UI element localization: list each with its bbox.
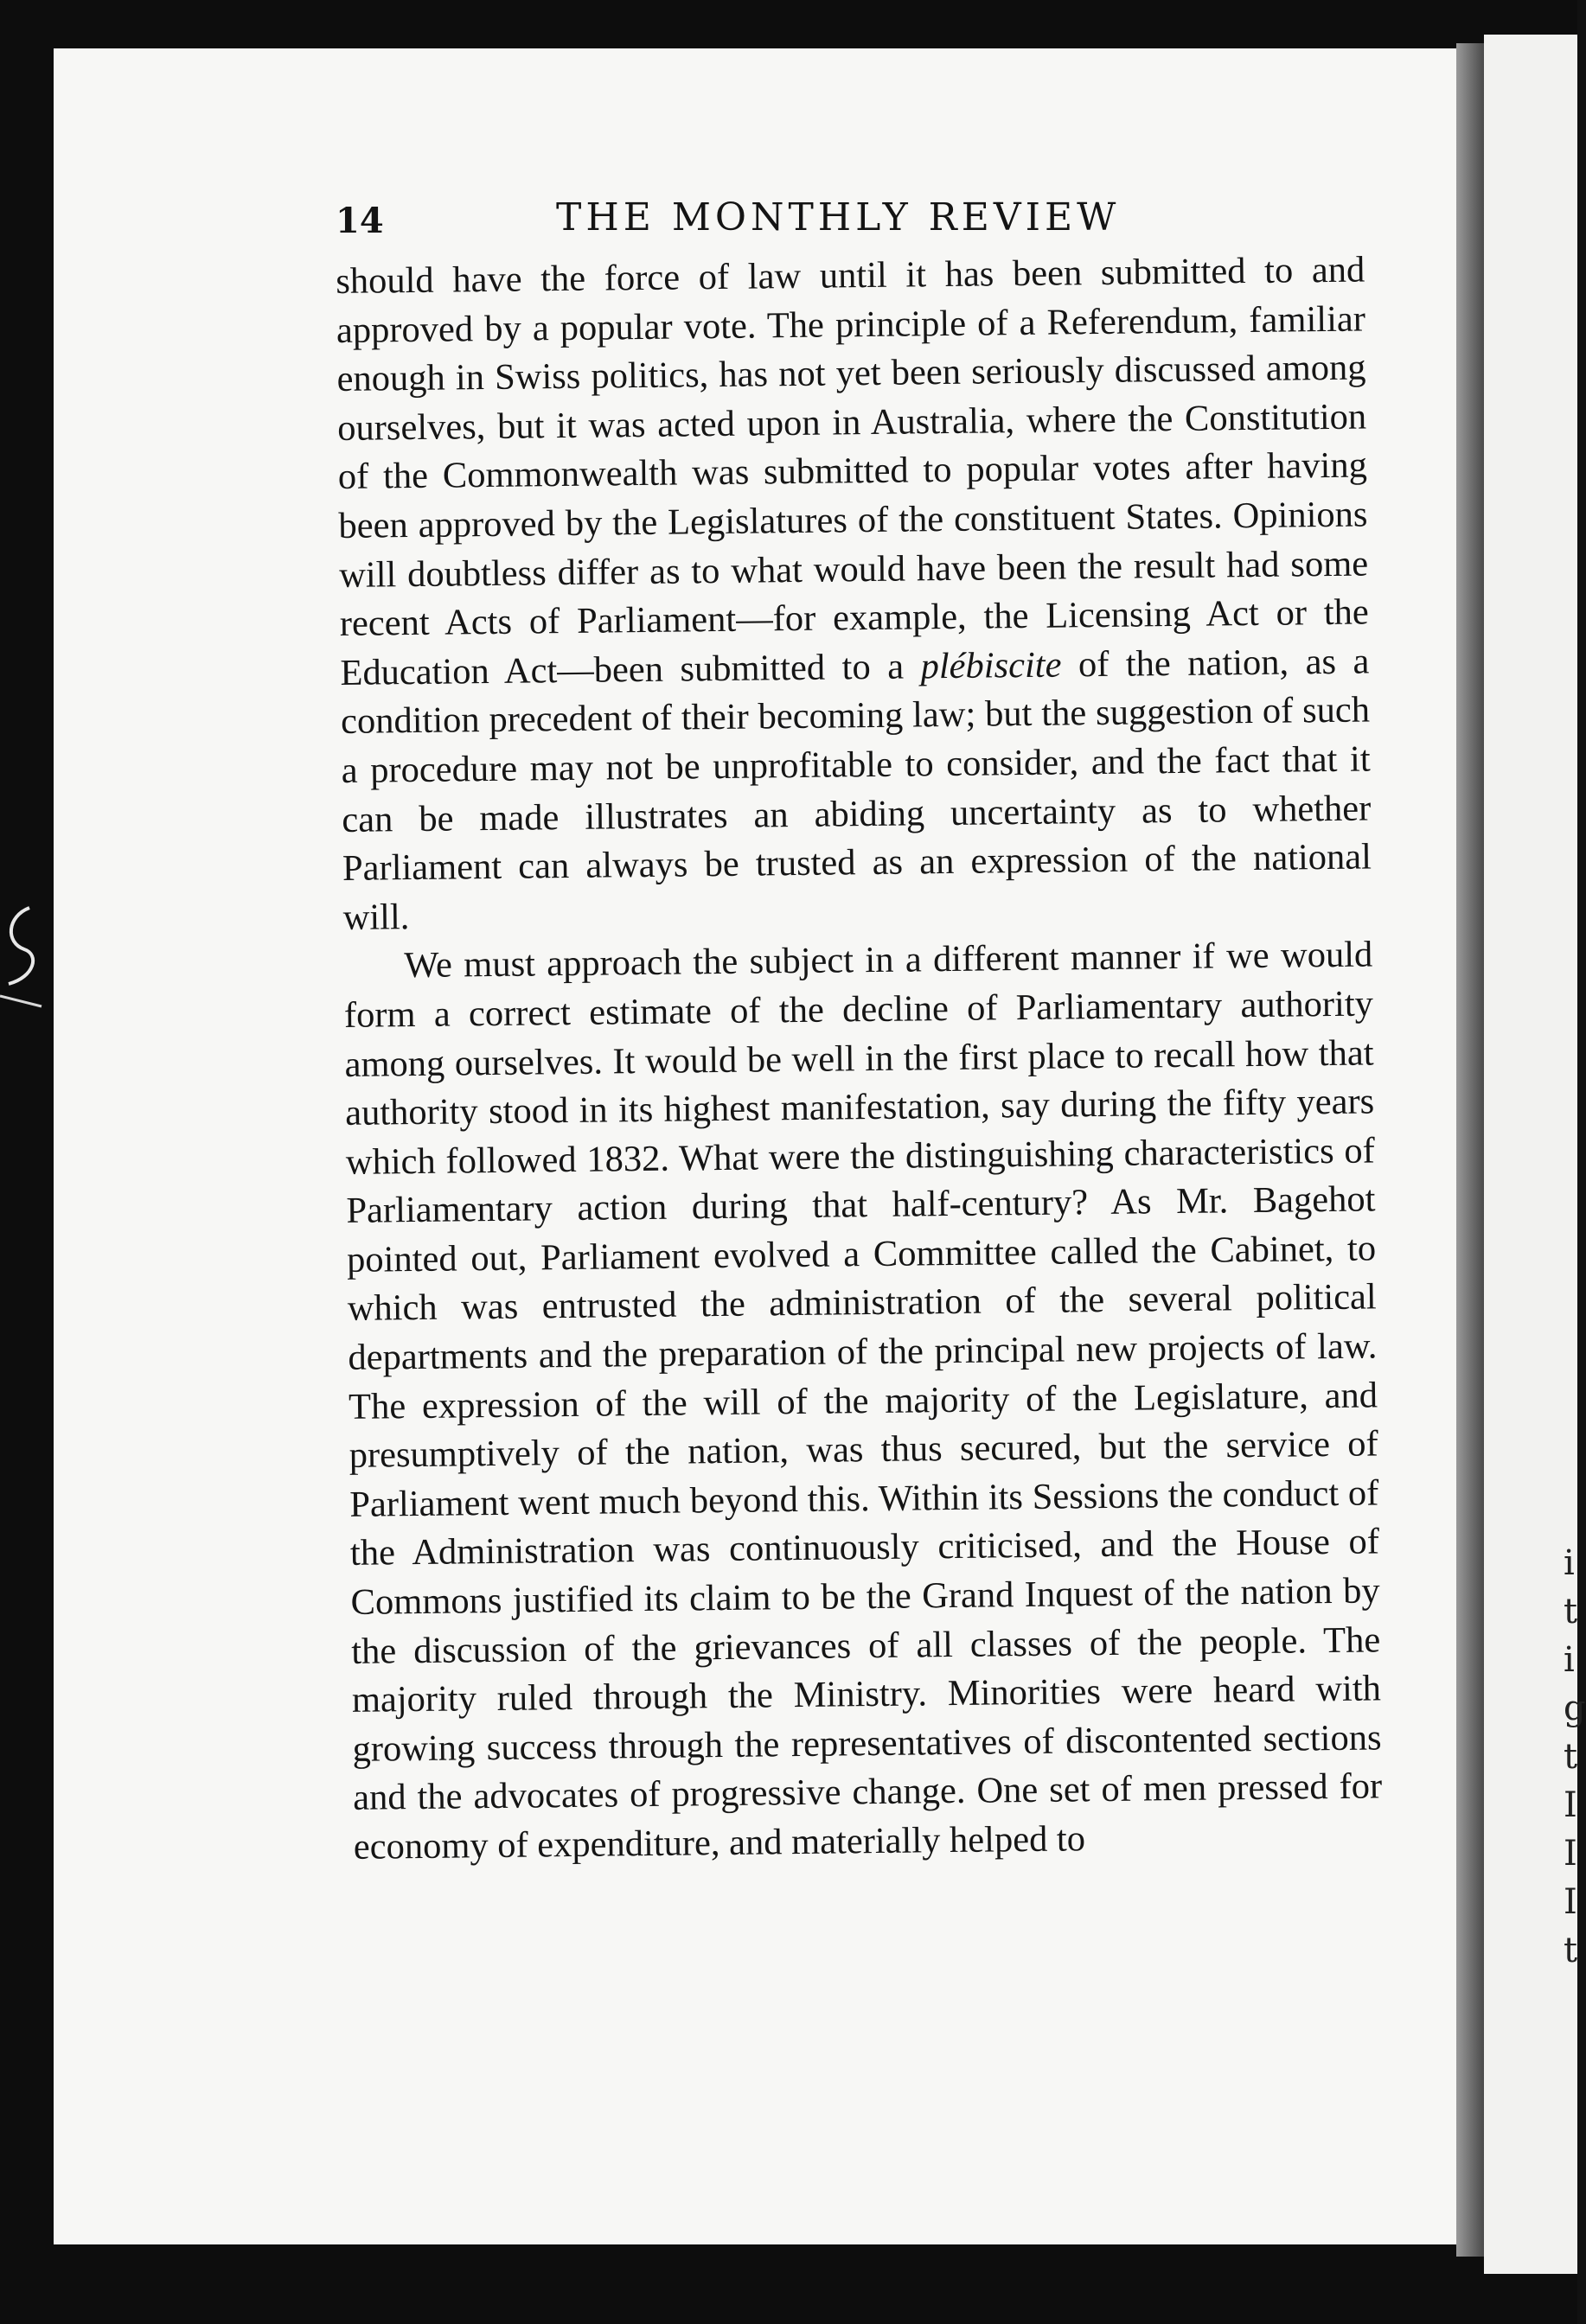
- paragraph-1-text-a: should have the force of law until it has been submitted to and approved by a popular vote. The principle of a Referendum, familiar enough in Swiss politics, has not yet been seriously discussed among ourselves, but it was acted upon in Australia, where the Constitution of the Commonwealth was submitted to popular votes after having been approved by the Legislatures of the constituent States. Opinions will doubtless differ as to what would have been the result had some recent Acts of Parliament—for example, the Licensing Act or the Education Act—been submitted to a: [336, 249, 1369, 693]
- page-gutter-shadow: [1456, 43, 1484, 2257]
- paragraph-1-italic-term: plébiscite: [920, 644, 1062, 687]
- running-title: THE MONTHLY REVIEW: [556, 195, 1121, 239]
- fragment-4: g: [1564, 1689, 1586, 1728]
- body-text: [336, 246, 1383, 1873]
- fragment-6: I: [1564, 1785, 1577, 1825]
- paragraph-1: [336, 246, 1372, 943]
- fragment-3: i: [1564, 1640, 1575, 1680]
- fragment-2: t: [1564, 1592, 1578, 1631]
- page-number: 14: [336, 201, 384, 241]
- fragment-5: t: [1564, 1737, 1578, 1777]
- fragment-7: I: [1564, 1834, 1577, 1874]
- fragment-9: t: [1564, 1931, 1578, 1970]
- page-header: [336, 192, 1140, 244]
- paragraph-2: We must approach the subject in a different manner if we would form a correct estimate of the decline of Parliamentary authority among ourselves. It would be well in the first place to recall how that authority stood in its highest manifestation, say during the fifty years which followed 1832. What were the distinguishing characteristics of Parliamentary action during that half-century? As Mr. Bagehot pointed out, Parliament evolved a Committee called the Cabinet, to which was entrusted the administration of the several political departments and the preparation of the principal new projects of law. The expression of the will of the majority of the Legislature, and presumptively of the nation, was thus secured, but the service of Parliament went much beyond this. Within its Sessions the conduct of the Administration was continuously criticised, and the House of Commons justified its claim to be the Grand Inquest of the nation by the discussion of the grievances of all classes of the people. The majority ruled through the Ministry. Minorities were heard with growing success through the representatives of discontented sections and the advocates of progressive change. One set of men pressed for economy of expenditure, and materially helped to: [343, 934, 1383, 1868]
- paragraph-1-text-b: of the nation, as a condition precedent of their becoming law; but the suggestion of such a procedure may not be unprofitable to consider, and the fact that it can be made illustrates an abiding uncertainty as to whether Parliament can always be trusted as an expression of the national will.: [340, 641, 1372, 938]
- left-margin-curl-mark: [0, 899, 52, 1012]
- fragment-8: I: [1564, 1882, 1577, 1922]
- facing-page-letter-fragments: [1564, 1539, 1586, 1975]
- fragment-1: i: [1564, 1543, 1575, 1583]
